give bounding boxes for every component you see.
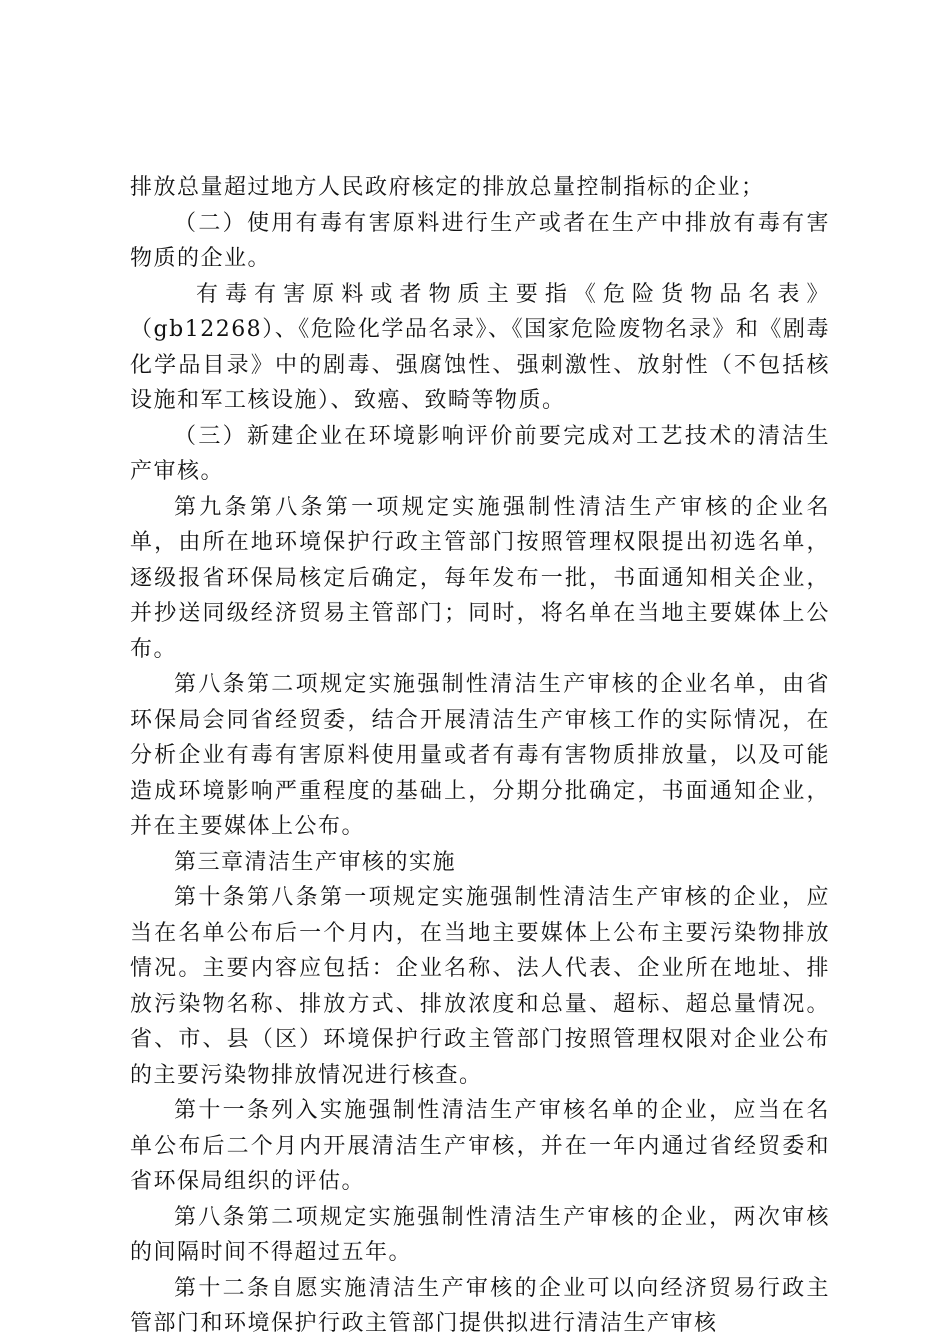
paragraph-item-2: （二）使用有毒有害原料进行生产或者在生产中排放有毒有害物质的企业。	[130, 210, 830, 271]
paragraph-audit-interval: 第八条第二项规定实施强制性清洁生产审核的企业，两次审核的间隔时间不得超过五年。	[130, 1204, 830, 1265]
paragraph-toxic-materials: 有毒有害原料或者物质主要指《危险货物品名表》（gb12268）、《危险化学品名录》、《国家危险废物名录》和《剧毒化学品目录》中的剧毒、强腐蚀性、强刺激性、放射性（不包括核设施和军工核设施）、致癌、致畸等物质。	[130, 281, 830, 413]
paragraph-article-10: 第十条第八条第一项规定实施强制性清洁生产审核的企业，应当在名单公布后一个月内，在当地主要媒体上公布主要污染物排放情况。主要内容应包括：企业名称、法人代表、企业所在地址、排放污染物名称、排放方式、排放浓度和总量、超标、超总量情况。省、市、县（区）环境保护行政主管部门按照管理权限对企业公布的主要污染物排放情况进行核查。	[130, 885, 830, 1088]
paragraph-article-9: 第九条第八条第一项规定实施强制性清洁生产审核的企业名单，由所在地环境保护行政主管部门按照管理权限提出初选名单，逐级报省环保局核定后确定，每年发布一批，书面通知相关企业，并抄送同级经济贸易主管部门；同时，将名单在当地主要媒体上公布。	[130, 494, 830, 662]
paragraph-article-8-item-2-list: 第八条第二项规定实施强制性清洁生产审核的企业名单，由省环保局会同省经贸委，结合开展清洁生产审核工作的实际情况，在分析企业有毒有害原料使用量或者有毒有害物质排放量，以及可能造成环境影响严重程度的基础上，分期分批确定，书面通知企业，并在主要媒体上公布。	[130, 672, 830, 839]
paragraph-article-11: 第十一条列入实施强制性清洁生产审核名单的企业，应当在名单公布后二个月内开展清洁生产审核，并在一年内通过省经贸委和省环保局组织的评估。	[130, 1098, 830, 1194]
document-body	[130, 170, 830, 1342]
paragraph-continuation: 排放总量超过地方人民政府核定的排放总量控制指标的企业；	[130, 175, 765, 200]
chapter-heading: 第三章清洁生产审核的实施	[174, 849, 457, 875]
paragraph-article-12: 第十二条自愿实施清洁生产审核的企业可以向经济贸易行政主管部门和环境保护行政主管部门提供拟进行清洁生产审核	[130, 1275, 830, 1336]
paragraph-item-3: （三）新建企业在环境影响评价前要完成对工艺技术的清洁生产审核。	[130, 423, 830, 484]
